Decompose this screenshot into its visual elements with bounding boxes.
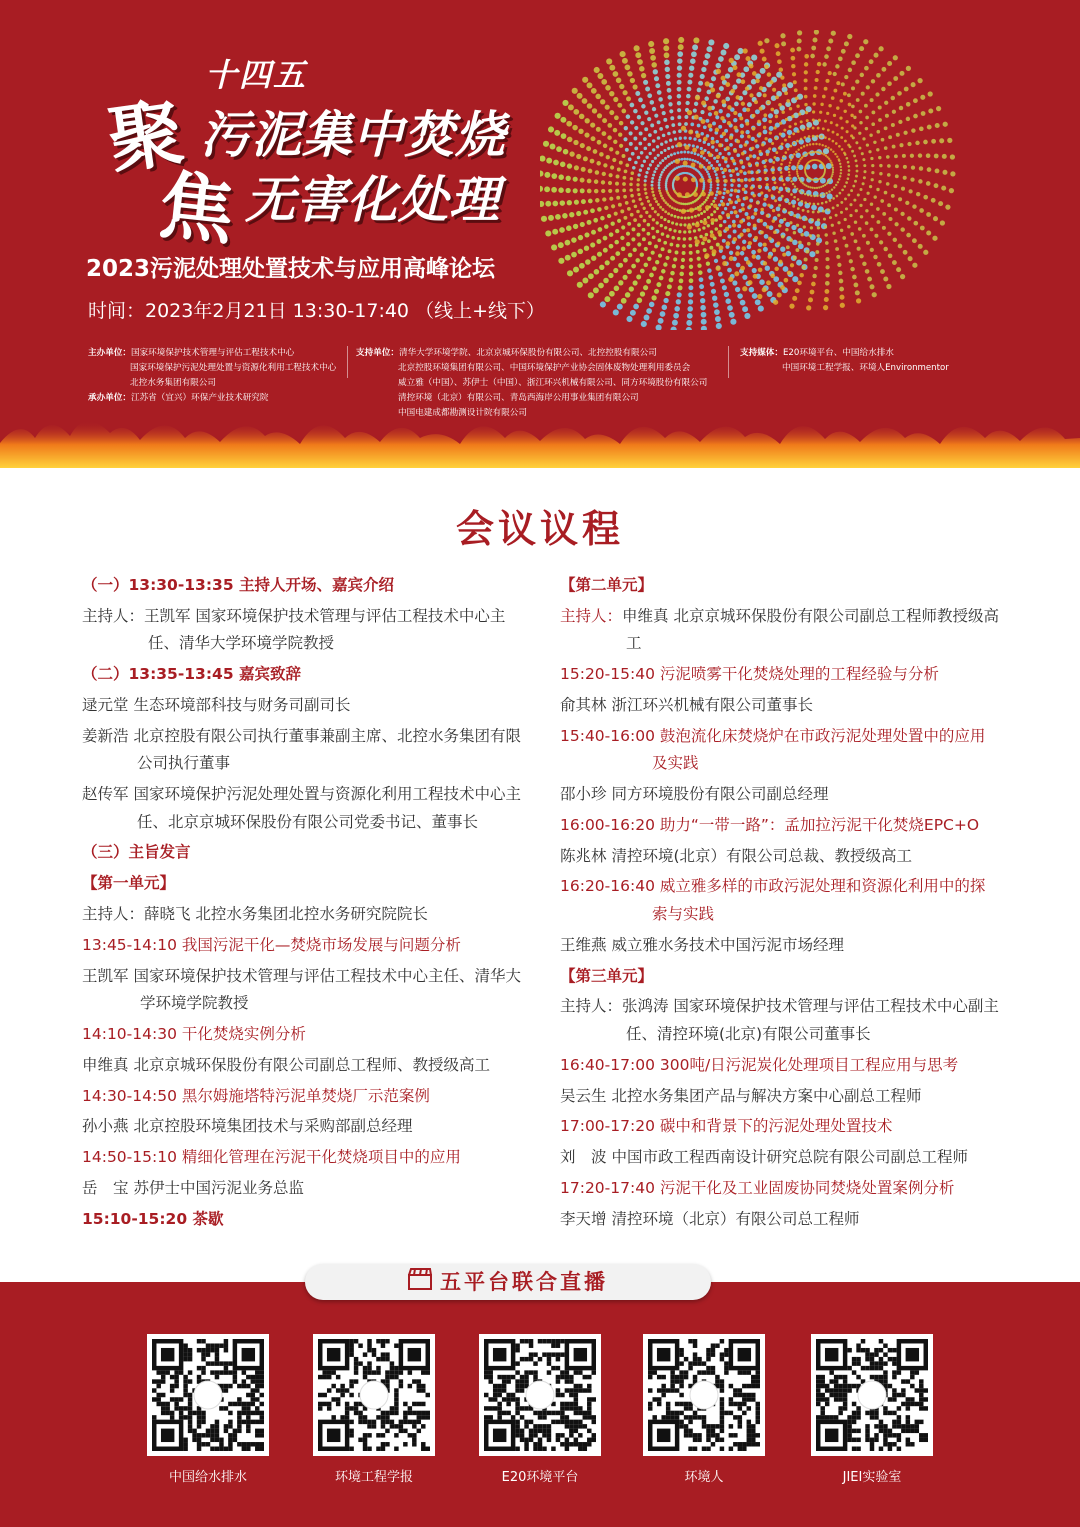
speaker-row [82, 723, 522, 778]
speaker-desc: 同方环境股份有限公司副总经理 [611, 785, 829, 804]
host-label: 主办单位： [88, 348, 131, 358]
speaker-row [82, 963, 522, 1018]
speaker-name: 逯元堂 [82, 695, 129, 714]
speaker-row [560, 1083, 1000, 1111]
speaker-desc: 生态环境部科技与财务司副司长 [133, 695, 351, 714]
support-org-4: 清控环境（北京）有限公司、青岛西海岸公用事业集团有限公司 [398, 393, 639, 403]
support-org-1: 清华大学环境学院、北京京城环保股份有限公司、北控控股有限公司 [398, 348, 657, 358]
speaker-name: 申维真 [82, 1055, 129, 1074]
speaker-name: 姜新浩 [82, 726, 129, 745]
qr-label: 环境人 [684, 1470, 724, 1485]
support-label: 支持单位： [356, 348, 399, 358]
speaker-name: 俞其林 [560, 695, 607, 714]
speaker-row [82, 781, 522, 836]
section-opening: （一）13:30-13:35 主持人开场、嘉宾介绍 [82, 576, 395, 594]
opening-host: 主持人：王凯军 国家环境保护技术管理与评估工程技术中心主任、清华大学环境学院教授 [82, 606, 506, 653]
flame-decoration [0, 408, 1080, 468]
speaker-desc: 威立雅水务技术中国污泥市场经理 [611, 935, 844, 954]
unit-three-heading: 【第三单元】 [560, 966, 654, 985]
media-label: 支持媒体： [740, 348, 783, 358]
speaker-name: 岳 宝 [82, 1178, 129, 1197]
qr-code-cn-water[interactable] [147, 1334, 269, 1456]
event-time: 时间：2023年2月21日 13:30-17:40 （线上+线下） [88, 300, 545, 322]
talk-title: 16:40-17:00 300吨/日污泥炭化处理项目工程应用与思考 [560, 1055, 959, 1074]
agenda-right-column [560, 572, 1000, 1236]
dot-spiral-graphic [540, 30, 970, 330]
speaker-row [82, 1113, 522, 1141]
speaker-name: 孙小燕 [82, 1117, 129, 1136]
section-greetings: （二）13:35-13:45 嘉宾致辞 [82, 665, 302, 684]
qr-code-env-people[interactable] [643, 1334, 765, 1456]
qr-label: 中国给水排水 [168, 1470, 247, 1485]
speaker-name: 刘 波 [560, 1148, 607, 1167]
talk-title: 16:00-16:20 助力“一带一路”：孟加拉污泥干化焚烧EPC+O [560, 815, 980, 834]
speaker-desc: 国家环境保护污泥处理处置与资源化利用工程技术中心主任、北京京城环保股份有限公司党委书记、董事长 [133, 785, 521, 831]
talk-title: 17:20-17:40 污泥干化及工业固废协同焚烧处置案例分析 [560, 1178, 955, 1197]
unit-one-host: 主持人：薛晓飞 北控水务集团北控水务研究院院长 [82, 905, 428, 924]
live-stream-text: 五平台联合直播 [440, 1270, 608, 1294]
qr-code-e20[interactable] [479, 1334, 601, 1456]
support-media [740, 346, 949, 376]
unit-two-heading: 【第二单元】 [560, 576, 654, 594]
speaker-desc: 北控水务集团产品与解决方案中心副总工程师 [611, 1086, 922, 1105]
speaker-row [82, 1175, 522, 1203]
speaker-desc: 苏伊士中国污泥业务总监 [133, 1178, 304, 1197]
speaker-name: 吴云生 [560, 1086, 607, 1105]
qr-label: JIEI实验室 [842, 1470, 902, 1485]
speaker-desc: 北京京城环保股份有限公司副总工程师、教授级高工 [133, 1055, 490, 1074]
speaker-desc: 中国市政工程西南设计研究总院有限公司副总工程师 [611, 1148, 968, 1167]
speaker-name: 陈兆林 [560, 846, 607, 865]
talk-title: 13:45-14:10 我国污泥干化—焚烧市场发展与问题分析 [82, 935, 461, 954]
speaker-name: 邵小珍 [560, 785, 607, 804]
speaker-row [560, 932, 1000, 960]
host-org-3: 北控水务集团有限公司 [130, 378, 216, 388]
clapperboard-icon [408, 1265, 432, 1301]
speaker-row [560, 1206, 1000, 1234]
speaker-desc: 清控环境（北京）有限公司总工程师 [611, 1209, 860, 1228]
talk-title: 15:40-16:00 鼓泡流化床焚烧炉在市政污泥处理处置中的应用及实践 [560, 726, 986, 773]
speaker-desc: 浙江环兴机械有限公司董事长 [611, 695, 813, 714]
support-org-2: 北京控股环境集团有限公司、中国环境保护产业协会固体废物处理利用委员会 [398, 363, 691, 373]
poster-header [0, 0, 1080, 468]
headline-line2: 无害化处理 [245, 171, 500, 229]
unit-three-host: 主持人：张鸿涛 国家环境保护技术管理与评估工程技术中心副主任、清控环境(北京)有限公司董事长 [560, 997, 999, 1043]
talk-title: 14:50-15:10 精细化管理在污泥干化焚烧项目中的应用 [82, 1148, 461, 1167]
talk-title: 14:30-14:50 黑尔姆施塔特污泥单焚烧厂示范案例 [82, 1086, 430, 1105]
media-2: 中国环境工程学报、环境人Environmentor [782, 363, 949, 373]
unit-two-host [560, 603, 1000, 658]
speaker-name: 李天增 [560, 1209, 607, 1228]
unit-one-heading: 【第一单元】 [82, 874, 176, 893]
host-org-1: 国家环境保护技术管理与评估工程技术中心 [130, 348, 295, 358]
org-divider [347, 346, 348, 378]
forum-title: 2023污泥处理处置技术与应用高峰论坛 [86, 256, 496, 282]
speaker-row [560, 781, 1000, 809]
speaker-row [82, 1052, 522, 1080]
tea-break: 15:10-15:20 茶歇 [82, 1209, 224, 1228]
speaker-row [560, 1144, 1000, 1172]
host-label: 主持人： [560, 606, 623, 625]
support-org-3: 威立雅（中国）、苏伊士（中国）、浙江环兴机械有限公司、同方环境股份有限公司 [398, 378, 708, 388]
agenda-title: 会议议程 [455, 507, 624, 551]
section-keynote: （三）主旨发言 [82, 843, 191, 862]
speaker-row [82, 692, 522, 720]
organizer-label: 承办单位： [88, 393, 131, 403]
qr-label: E20环境平台 [501, 1470, 579, 1485]
speaker-name: 王维燕 [560, 935, 607, 954]
talk-title: 14:10-14:30 干化焚烧实例分析 [82, 1024, 306, 1043]
qr-label: 环境工程学报 [334, 1470, 413, 1485]
speaker-name: 赵传军 [82, 785, 129, 804]
headline-line1: 污泥集中焚烧 [200, 106, 506, 164]
speaker-row [560, 843, 1000, 871]
speaker-name: 王凯军 [82, 966, 129, 985]
focus-char-jiao: 焦 [155, 162, 238, 256]
speaker-desc: 清控环境(北京）有限公司总裁、教授级高工 [611, 846, 913, 865]
focus-char-ju: 聚 [103, 89, 189, 185]
org-divider [728, 346, 729, 378]
speaker-desc: 北京控股有限公司执行董事兼副主席、北控水务集团有限公司执行董事 [133, 726, 521, 773]
talk-title: 15:20-15:40 污泥喷雾干化焚烧处理的工程经验与分析 [560, 665, 939, 684]
speaker-row [560, 692, 1000, 720]
host-organizations [88, 346, 336, 406]
talk-title: 16:20-16:40 威立雅多样的市政污泥处理和资源化利用中的探索与实践 [560, 877, 986, 924]
host-desc: 申维真 北京京城环保股份有限公司副总工程师教授级高工 [622, 606, 999, 653]
host-org-2: 国家环境保护污泥处理处置与资源化利用工程技术中心 [130, 363, 337, 373]
speaker-desc: 北京控股环境集团技术与采购部副总经理 [133, 1117, 413, 1136]
agenda-left-column [82, 572, 522, 1236]
media-1: E20环境平台、中国给水排水 [782, 348, 894, 358]
support-org-5: 中国电建成都勘测设计院有限公司 [398, 408, 527, 418]
qr-code-env-eng-journal[interactable] [313, 1334, 435, 1456]
live-stream-banner [305, 1264, 711, 1300]
organizer-org: 江苏省（宜兴）环保产业技术研究院 [130, 393, 269, 403]
speaker-desc: 国家环境保护技术管理与评估工程技术中心主任、清华大学环境学院教授 [133, 966, 521, 1013]
talk-title: 17:00-17:20 碳中和背景下的污泥处理处置技术 [560, 1117, 893, 1136]
five-year-plan-title: 十四五 [205, 56, 308, 94]
qr-code-jiei-lab[interactable] [811, 1334, 933, 1456]
